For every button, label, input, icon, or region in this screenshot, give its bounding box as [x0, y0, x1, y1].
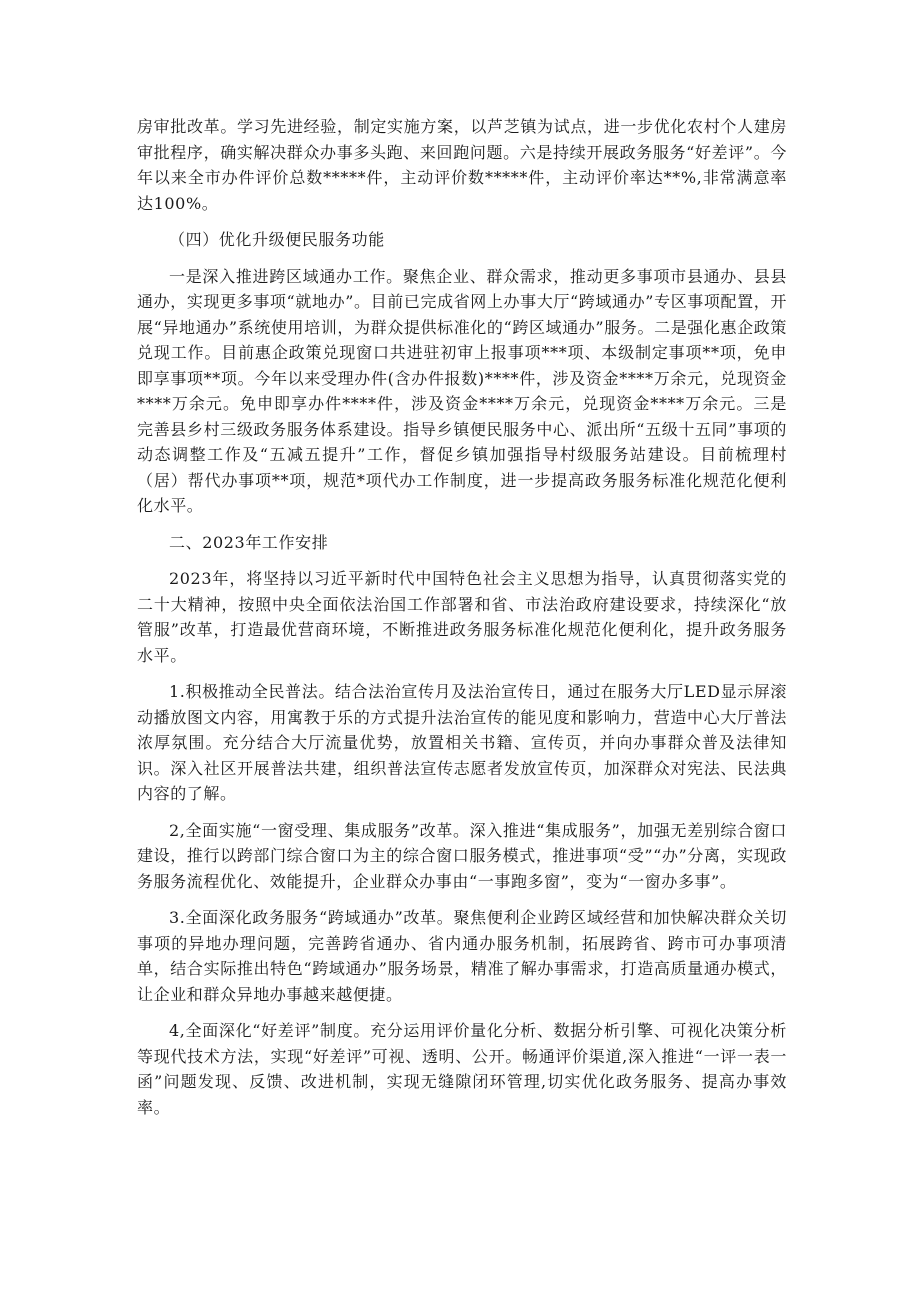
document-page — [137, 114, 787, 1131]
paragraph-item-1: 1.积极推动全民普法。结合法治宣传月及法治宣传日，通过在服务大厅LED显示屏滚动播放图文内容，用寓教于乐的方式提升法治宣传的能见度和影响力，营造中心大厅普法浓厚氛围。充分结合大厅流量优势，放置相关书籍、宣传页，并向办事群众普及法律知识。深入社区开展普法共建，组织普法宣传志愿者发放宣传页，加深群众对宪法、民法典内容的了解。 — [137, 682, 787, 803]
paragraph-cross-region: 一是深入推进跨区域通办工作。聚焦企业、群众需求，推动更多事项市县通办、县县通办，实现更多事项“就地办”。目前已完成省网上办事大厅“跨域通办”专区事项配置，开展“异地通办”系统使用培训，为群众提供标准化的“跨区域通办”服务。二是强化惠企政策兑现工作。目前惠企政策兑现窗口共进驻初审上报事项***项、本级制定事项**项，免申即享事项**项。今年以来受理办件(含办件报数)****件，涉及资金****万余元，兑现资金****万余元。免申即享办件****件，涉及资金****万余元，兑现资金****万余元。三是完善县乡村三级政务服务体系建设。指导乡镇便民服务中心、派出所“五级十五同”事项的动态调整工作及“五减五提升”工作，督促乡镇加强指导村级服务站建设。目前梳理村（居）帮代办事项**项，规范*项代办工作制度，进一步提高政务服务标准化规范化便利化水平。 — [137, 266, 787, 515]
paragraph-item-4: 4,全面深化“好差评”制度。充分运用评价量化分析、数据分析引擎、可视化决策分析等现代技术方法，实现“好差评”可视、透明、公开。畅通评价渠道,深入推进“一评一表一函”问题发现、反馈、改进机制，实现无缝隙闭环管理,切实优化政务服务、提高办事效率。 — [137, 1021, 787, 1117]
section-heading-4: （四）优化升级便民服务功能 — [169, 230, 385, 249]
paragraph-item-3: 3.全面深化政务服务“跨域通办”改革。聚焦便利企业跨区域经营和加快解决群众关切事项的异地办理问题，完善跨省通办、省内通办服务机制，拓展跨省、跨市可办事项清单，结合实际推出特色“跨域通办”服务场景，精准了解办事需求，打造高质量通办模式，让企业和群众异地办事越来越便捷。 — [137, 908, 787, 1004]
paragraph-continuation: 房审批改革。学习先进经验，制定实施方案，以芦芝镇为试点，进一步优化农村个人建房审批程序，确实解决群众办事多头跑、来回跑问题。六是持续开展政务服务“好差评”。今年以来全市办件评价总数*****件，主动评价数*****件，主动评价率达**%,非常满意率达100%。 — [137, 117, 787, 213]
section-heading-2023-plan: 二、2023年工作安排 — [169, 532, 329, 552]
paragraph-item-2: 2,全面实施“一窗受理、集成服务”改革。深入推进“集成服务”，加强无差别综合窗口建设，推行以跨部门综合窗口为主的综合窗口服务模式，推进事项“受”“办”分离，实现政务服务流程优化、效能提升，企业群众办事由“一事跑多窗”，变为“一窗办多事”。 — [137, 820, 787, 891]
paragraph-2023-intro: 2023年，将坚持以习近平新时代中国特色社会主义思想为指导，认真贯彻落实党的二十大精神，按照中央全面依法治国工作部署和省、市法治政府建设要求，持续深化“放管服”改革，打造最优营商环境，不断推进政务服务标准化规范化便利化，提升政务服务水平。 — [137, 569, 787, 665]
